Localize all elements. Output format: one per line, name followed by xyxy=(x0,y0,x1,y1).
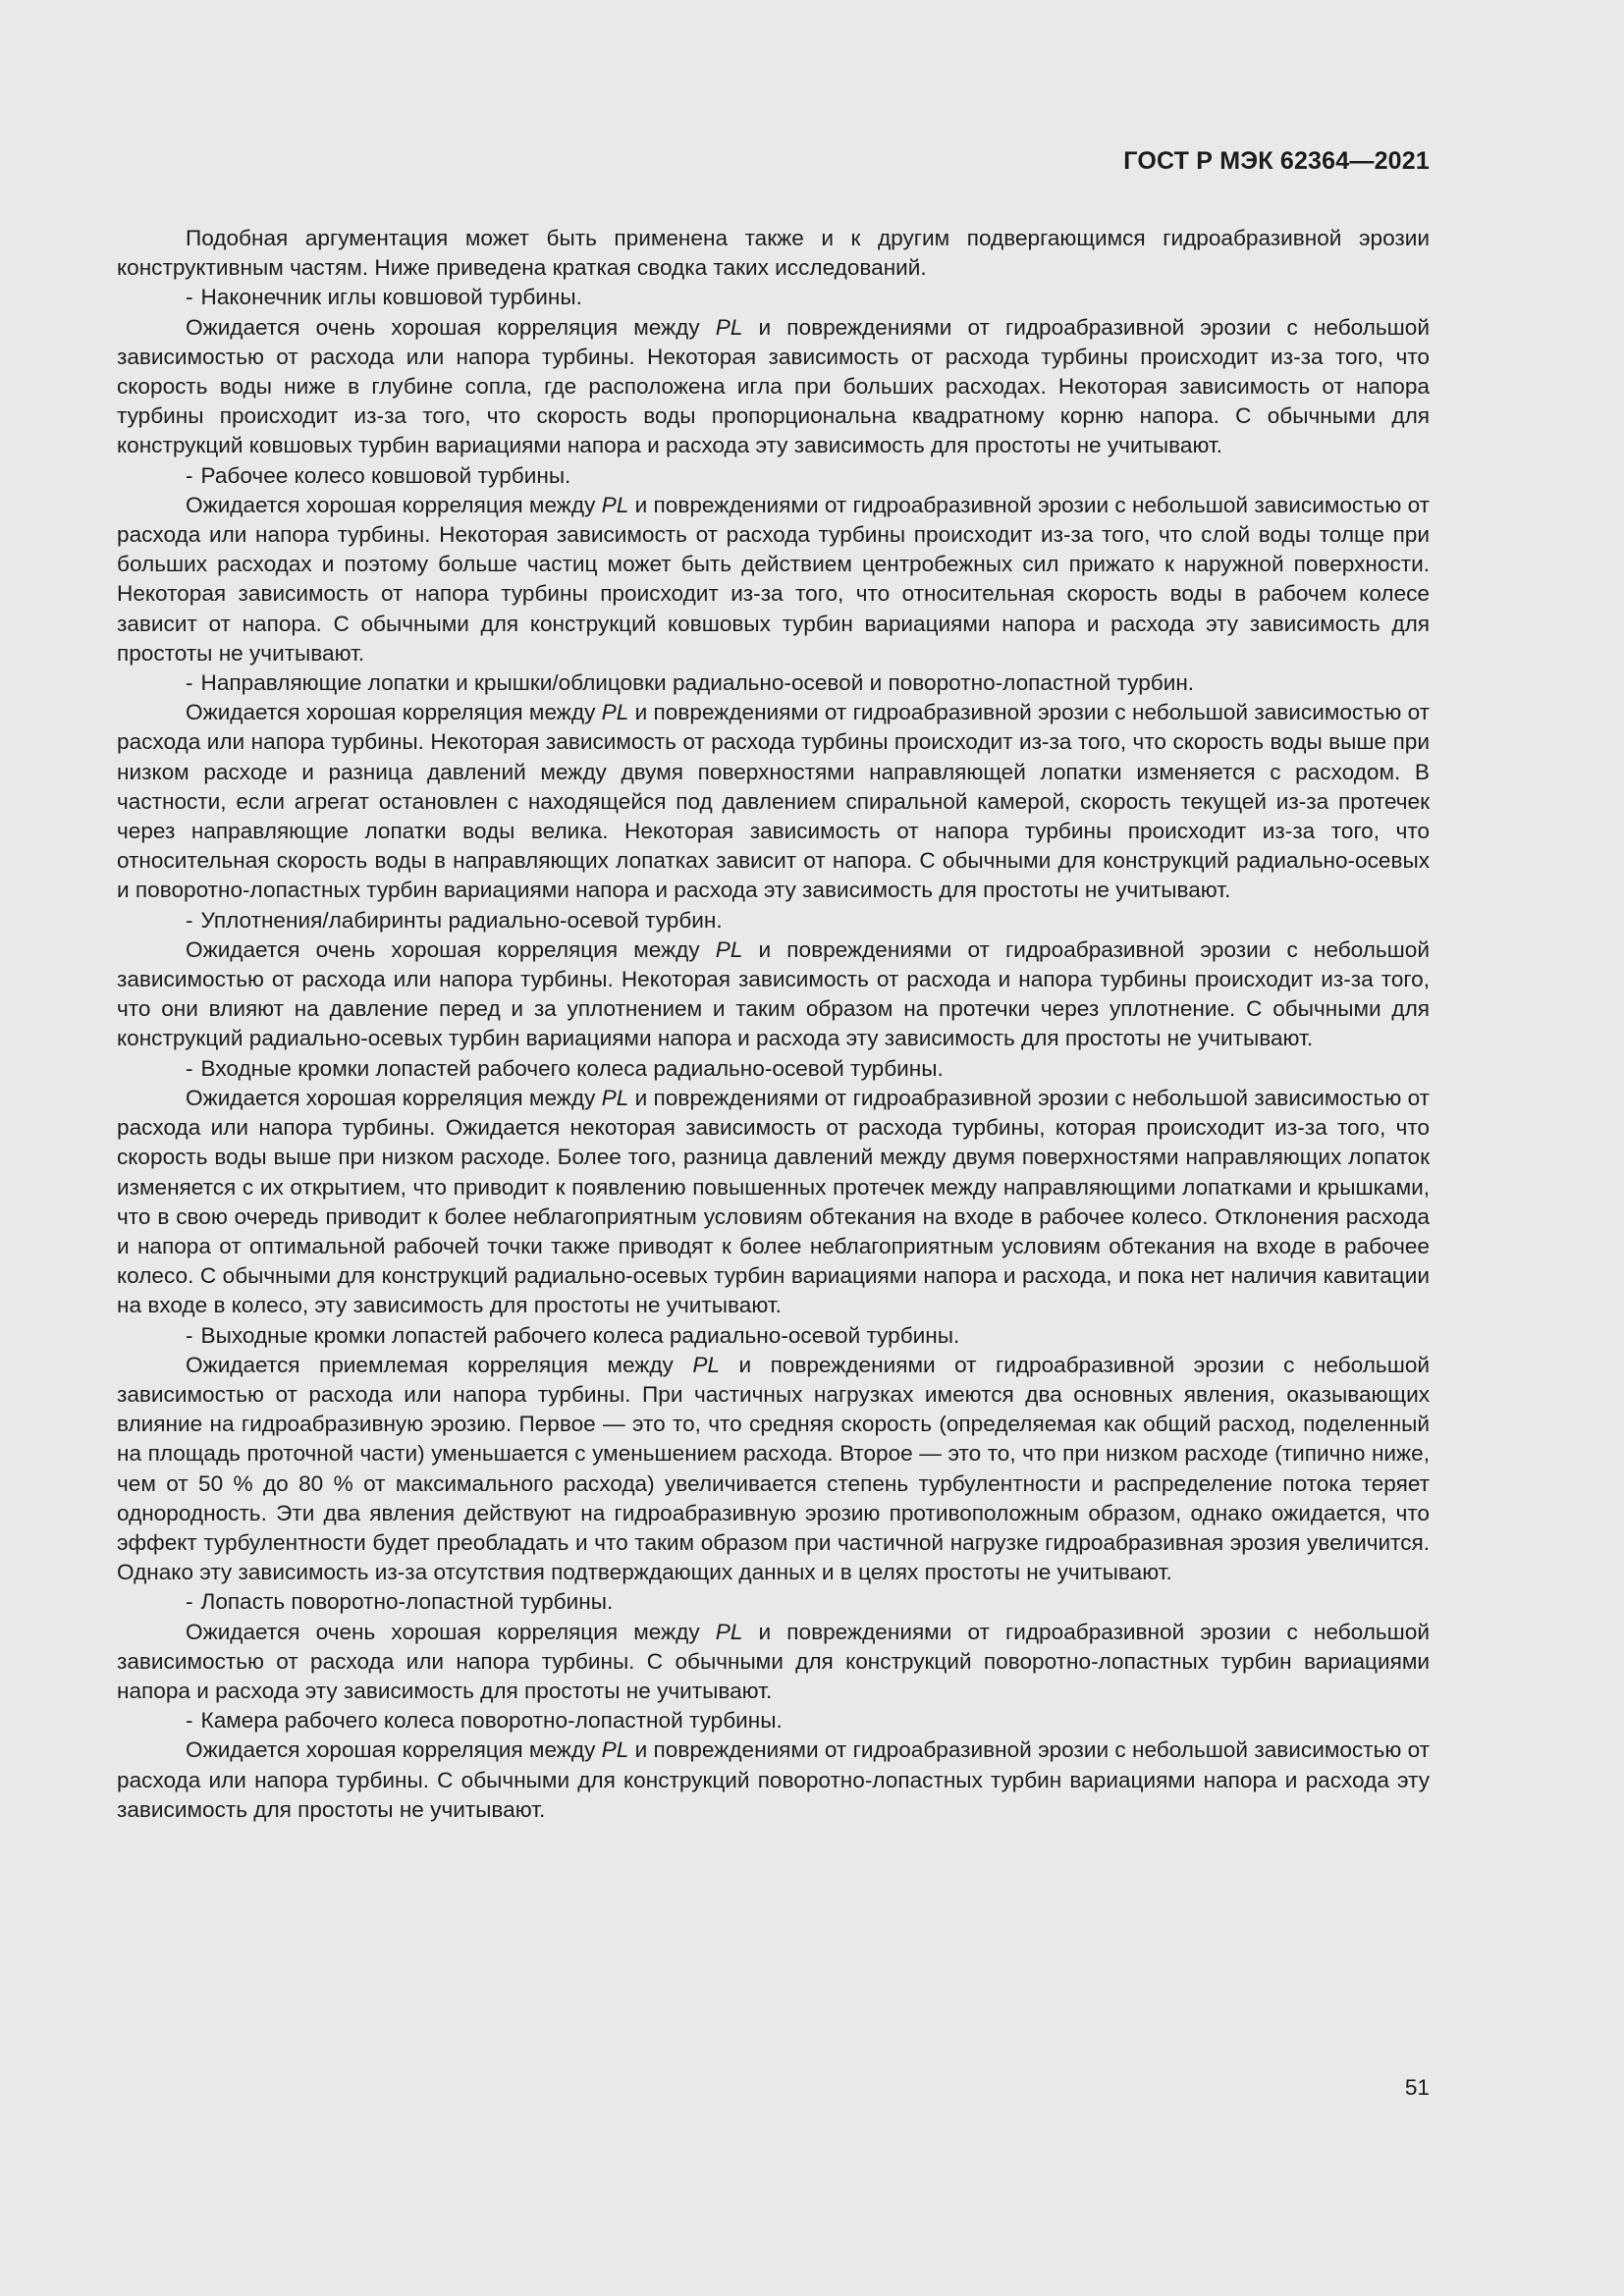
list-item-pelton-needle-tip: - Наконечник иглы ковшовой турбины. xyxy=(186,285,582,310)
document-standard-header: ГОСТ Р МЭК 62364—2021 xyxy=(1123,147,1430,175)
paragraph-runner-inlet-edges: Ожидается хорошая корреляция между PL и повреждениями от гидроабразивной эрозии с небольшой зависимостью от расхода или напора турбины. Ожидается некоторая зависимость от расхода турбины, которая происходит из-за того, что скорость воды выше при низком расходе. Более того, разница давлений между двумя поверхностями направляющих лопаток изменяется с их открытием, что приводит к появлению повышенных протечек между направляющими лопатками и крышками, что в свою очередь приводит к более неблагоприятным условиям обтекания на входе в рабочее колесо. Отклонения расхода и напора от оптимальной рабочей точки также приводят к более неблагоприятным условиям обтекания на входе в рабочее колесо. С обычными для конструкций радиально-осевых турбин вариациями напора и расхода, и пока нет наличия кавитации на входе в колесо, эту зависимость для простоты не учитывают. xyxy=(117,1085,1430,1318)
paragraph-kaplan-blade: Ожидается очень хорошая корреляция между PL и повреждениями от гидроабразивной эрозии с небольшой зависимостью от расхода или напора турбины. С обычными для конструкций поворотно-лопастных турбин вариациями напора и расхода эту зависимость для простоты не учитывают. xyxy=(117,1619,1430,1703)
list-dash: - xyxy=(186,670,193,696)
pl-term: PL xyxy=(601,1085,629,1110)
paragraph-seals-labyrinths: Ожидается очень хорошая корреляция между PL и повреждениями от гидроабразивной эрозии с небольшой зависимостью от расхода или напора турбины. Некоторая зависимость от расхода и напора турбины происходит из-за того, что они влияют на давление перед и за уплотнением и таким образом на протечки через уплотнение. С обычными для конструкций радиально-осевых турбин вариациями напора и расхода эту зависимость для простоты не учитывают. xyxy=(117,936,1430,1051)
paragraph-runner-outlet-edges: Ожидается приемлемая корреляция между PL и повреждениями от гидроабразивной эрозии с небольшой зависимостью от расхода или напора турбины. При частичных нагрузках имеются два основных явления, оказывающих влияние на гидроабразивную эрозию. Первое — это то, что средняя скорость (определяемая как общий расход, поделенный на площадь проточной части) уменьшается с уменьшением расхода. Второе — это то, что при низком расходе (типично ниже, чем от 50 % до 80 % от максимального расхода) увеличивается степень турбулентности и распределение потока теряет однородность. Эти два явления действуют на гидроабразивную эрозию противоположным образом, однако ожидается, что эффект турбулентности будет преобладать и что таким образом при частичной нагрузке гидроабразивная эрозия увеличится. Однако эту зависимость из-за отсутствия подтверждающих данных и в целях простоты не учитывают. xyxy=(117,1352,1430,1585)
list-dash: - xyxy=(186,907,193,933)
intro-paragraph: Подобная аргументация может быть применена также и к другим подвергающимся гидроабразивной эрозии конструктивным частям. Ниже приведена краткая сводка таких исследований. xyxy=(117,226,1430,281)
paragraph-kaplan-runner-chamber: Ожидается хорошая корреляция между PL и повреждениями от гидроабразивной эрозии с небольшой зависимостью от расхода или напора турбины. С обычными для конструкций поворотно-лопастных турбин вариациями напора и расхода эту зависимость для простоты не учитывают. xyxy=(117,1737,1430,1822)
list-item-runner-inlet-edges: - Входные кромки лопастей рабочего колеса радиально-осевой турбины. xyxy=(186,1055,944,1081)
pl-term: PL xyxy=(715,936,743,962)
list-item-pelton-runner: - Рабочее колесо ковшовой турбины. xyxy=(186,462,571,488)
list-item-kaplan-blade: - Лопасть поворотно-лопастной турбины. xyxy=(186,1589,614,1615)
paragraph-pelton-needle-tip: Ожидается очень хорошая корреляция между PL и повреждениями от гидроабразивной эрозии с небольшой зависимостью от расхода или напора турбины. Некоторая зависимость от расхода турбины происходит из-за того, что скорость воды ниже в глубине сопла, где расположена игла при больших расходах. Некоторая зависимость от напора турбины происходит из-за того, что скорость воды пропорциональна квадратному корню напора. С обычными для конструкций ковшовых турбин вариациями напора и расхода эту зависимость для простоты не учитывают. xyxy=(117,314,1430,458)
document-body xyxy=(117,224,1430,1825)
list-item-kaplan-runner-chamber: - Камера рабочего колеса поворотно-лопастной турбины. xyxy=(186,1708,783,1734)
paragraph-guide-vanes: Ожидается хорошая корреляция между PL и повреждениями от гидроабразивной эрозии с небольшой зависимостью от расхода или напора турбины. Некоторая зависимость от расхода турбины происходит из-за того, что скорость воды выше при низком расходе и разница давлений между двумя поверхностями направляющей лопатки изменяется с расходом. В частности, если агрегат остановлен с находящейся под давлением спиральной камерой, скорость текущей из-за протечек через направляющие лопатки воды велика. Некоторая зависимость от напора турбины происходит из-за того, что относительная скорость воды в направляющих лопатках зависит от напора. С обычными для конструкций радиально-осевых и поворотно-лопастных турбин вариациями напора и расхода эту зависимость для простоты не учитывают. xyxy=(117,700,1430,903)
list-dash: - xyxy=(186,1589,193,1615)
pl-term: PL xyxy=(601,1737,629,1763)
list-dash: - xyxy=(186,1322,193,1348)
list-dash: - xyxy=(186,1708,193,1734)
pl-term: PL xyxy=(601,700,629,725)
pl-term: PL xyxy=(692,1352,720,1377)
pl-term: PL xyxy=(715,314,743,340)
list-dash: - xyxy=(186,1055,193,1081)
pl-term: PL xyxy=(715,1619,743,1644)
pl-term: PL xyxy=(601,492,629,517)
list-item-runner-outlet-edges: - Выходные кромки лопастей рабочего колеса радиально-осевой турбины. xyxy=(186,1322,960,1348)
list-dash: - xyxy=(186,285,193,310)
page-number: 51 xyxy=(1404,2075,1430,2100)
list-item-guide-vanes: - Направляющие лопатки и крышки/облицовки радиально-осевой и поворотно-лопастной турбин. xyxy=(186,670,1195,696)
paragraph-pelton-runner: Ожидается хорошая корреляция между PL и повреждениями от гидроабразивной эрозии с небольшой зависимостью от расхода или напора турбины. Некоторая зависимость от расхода турбины происходит из-за того, что слой воды толще при больших расходах и поэтому больше частиц может быть действием центробежных сил прижато к наружной поверхности. Некоторая зависимость от напора турбины происходит из-за того, что относительная скорость воды в рабочем колесе зависит от напора. С обычными для конструкций ковшовых турбин вариациями напора и расхода эту зависимость для простоты не учитывают. xyxy=(117,492,1430,666)
list-item-seals-labyrinths: - Уплотнения/лабиринты радиально-осевой турбин. xyxy=(186,907,723,933)
list-dash: - xyxy=(186,462,193,488)
